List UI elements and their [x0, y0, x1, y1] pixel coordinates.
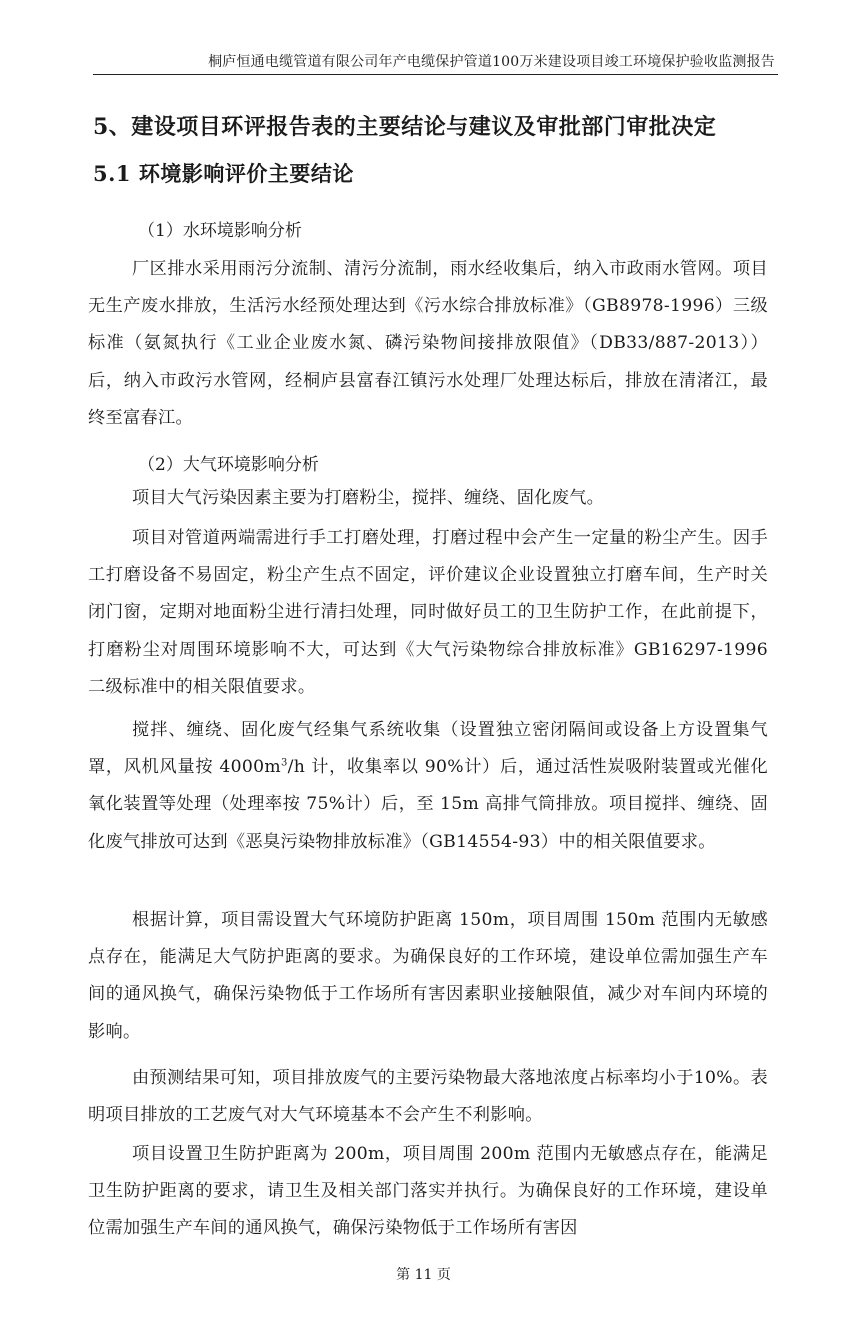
page-number: 第 11 页	[396, 1267, 451, 1283]
air-paragraph-2: 项目对管道两端需进行手工打磨处理，打磨过程中会产生一定量的粉尘产生。因手工打磨设备不易固定，粉尘产生点不固定，评价建议企业设置独立打磨车间，生产时关闭门窗，定期对地面粉尘进行清扫处理，同时做好员工的卫生防护工作，在此前提下，打磨粉尘对周围环境影响不大，可达到《大气污染物综合排放标准》GB16297-1996 二级标准中的相关限值要求。	[88, 528, 768, 697]
air-paragraph-3-part-2: /h 计，收集率以 90%计）后，通过活性炭吸附装置或光催化氧化装置等处理（处理率按 75%计）后，至 15m 高排气筒排放。项目搅拌、缠绕、固化废气排放可达到《恶臭污染物排放标准》（GB14554-93）中的相关限值要求。	[88, 757, 769, 852]
section-heading: 5、建设项目环评报告表的主要结论与建议及审批部门审批决定	[93, 114, 717, 140]
header-divider	[93, 74, 778, 75]
water-analysis-paragraph: 厂区排水采用雨污分流制、清污分流制，雨水经收集后，纳入市政雨水管网。项目无生产废水排放，生活污水经预处理达到《污水综合排放标准》（GB8978-1996）三级标准（氨氮执行《工业企业废水氮、磷污染物间接排放限值》（DB33/887-2013））后，纳入市政污水管网，经桐庐县富春江镇污水处理厂处理达标后，排放在清渚江，最终至富春江。	[88, 259, 768, 428]
water-analysis-title: （1）水环境影响分析	[138, 221, 302, 241]
air-paragraph-1: 项目大气污染因素主要为打磨粉尘，搅拌、缠绕、固化废气。	[132, 488, 605, 508]
air-paragraph-3	[88, 712, 768, 861]
subsection-heading: 5.1 环境影响评价主要结论	[93, 161, 354, 186]
air-paragraph-6: 项目设置卫生防护距离为 200m，项目周围 200m 范围内无敏感点存在，能满足卫生防护距离的要求，请卫生及相关部门落实并执行。为确保良好的工作环境，建设单位需加强生产车间的通风换气，确保污染物低于工作场所有害因	[88, 1144, 768, 1239]
cubic-superscript: 3	[280, 757, 288, 769]
air-paragraph-3-part-1: 搅拌、缠绕、固化废气经集气系统收集（设置独立密闭隔间或设备上方设置集气罩，风机风量按 4000m	[88, 720, 768, 778]
air-paragraph-5: 由预测结果可知，项目排放废气的主要污染物最大落地浓度占标率均小于10%。表明项目排放的工艺废气对大气环境基本不会产生不利影响。	[88, 1068, 768, 1126]
air-analysis-title: （2）大气环境影响分析	[138, 455, 319, 475]
air-paragraph-4: 根据计算，项目需设置大气环境防护距离 150m，项目周围 150m 范围内无敏感点存在，能满足大气防护距离的要求。为确保良好的工作环境，建设单位需加强生产车间的通风换气，确保污染物低于工作场所有害因素职业接触限值，减少对车间内环境的影响。	[88, 910, 768, 1042]
running-header: 桐庐恒通电缆管道有限公司年产电缆保护管道100万米建设项目竣工环境保护验收监测报告	[208, 54, 775, 70]
